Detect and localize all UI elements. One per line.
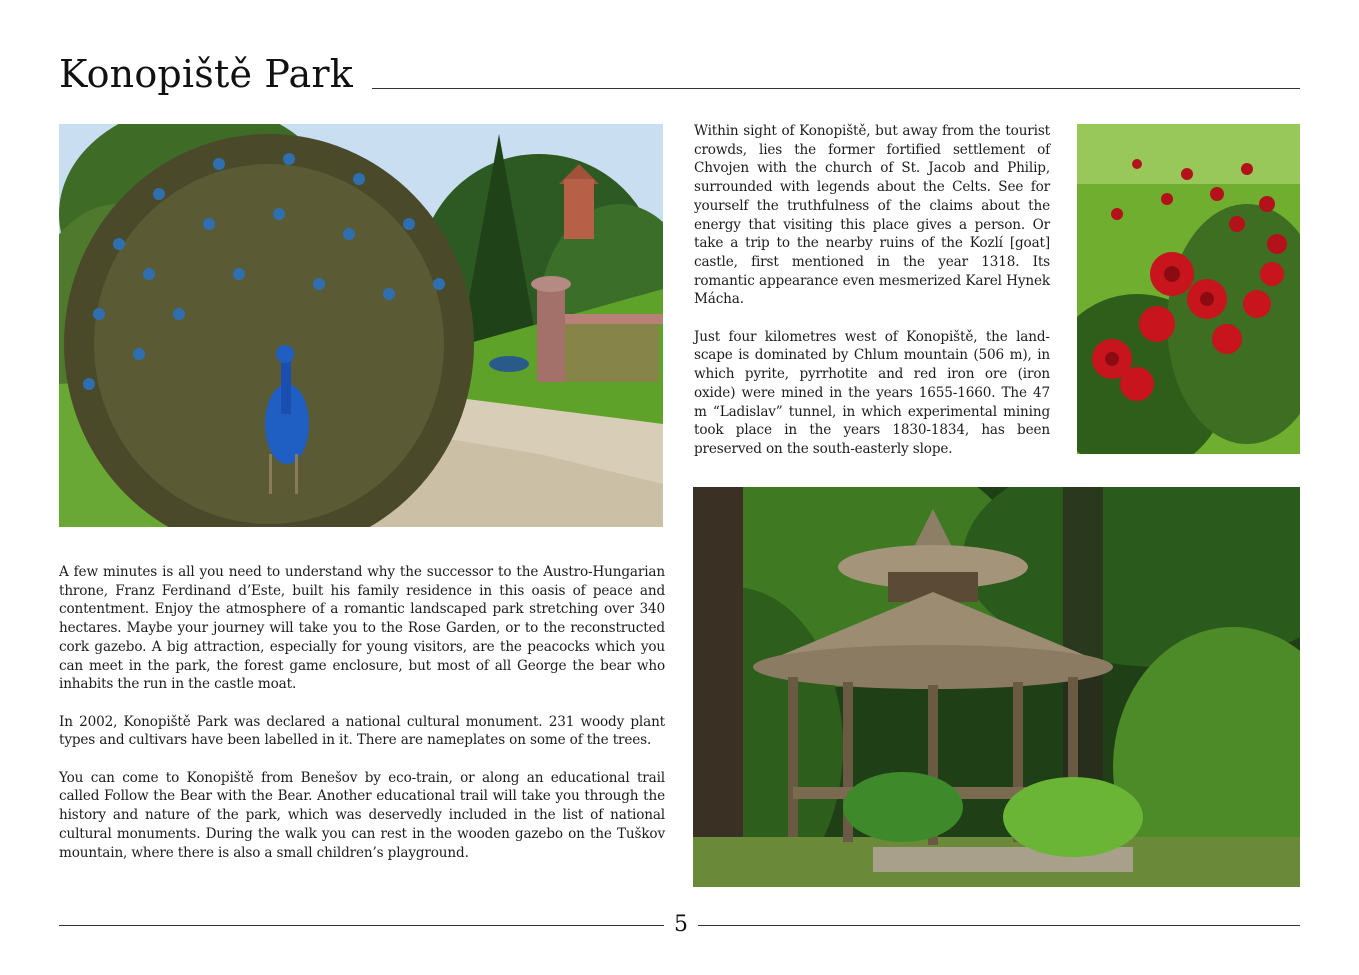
footer-rule-left [59,925,664,926]
left-paragraph-2: In 2002, Konopiště Park was declared a national cultural monument. 231 woody plant types and cultivars have been labelled in it. There are nameplates on some of the trees. [59,713,665,749]
right-paragraph-2: Just four kilometres west of Konopiště, the landscape is dominated by Chlum mountain (506 m), in which pyrite, pyrrhotite and red iron ore (iron oxide) were mined in the years 1655-1660. The 47 m “Ladislav” tunnel, in which experimental mining took place in the years 1830-1834, has been preserved on the south-easterly slope. [694,328,1050,457]
right-paragraph-1: Within sight of Konopiště, but away from the tourist crowds, lies the former fortified settlement of Chvojen with the church of St. Jacob and Philip, surrounded with legends about the Celts. See for yourself the truthfulness of the claims about the energy that visiting this place gives a person. Or take a trip to the nearby ruins of the Kozlí [goat] castle, first mentioned in the year 1318. Its romantic appearance even mesmerized Karel Hynek Mácha. [694,123,1050,308]
roses-photo [1077,124,1300,454]
gazebo-photo [693,487,1300,887]
title-rule [372,88,1300,89]
page-number: 5 [674,912,688,937]
left-column-text [59,563,665,862]
left-paragraph-1: A few minutes is all you need to understand why the successor to the Austro-Hungarian throne, Franz Ferdinand d’Este, built his family residence in this oasis of peace and contentment. Enjoy the atmosphere of a romantic landscaped park stretching over 340 hectares. Maybe your journey will take you to the Rose Garden, or to the reconstructed cork gazebo. A big attraction, especially for young visitors, are the peacocks which you can meet in the park, the forest game enclosure, but most of all George the bear who inhabits the run in the castle moat. [59,564,665,693]
right-column-text [694,122,1050,459]
peacock-photo [59,124,663,527]
footer-rule-right [698,925,1300,926]
left-paragraph-3: You can come to Konopiště from Benešov by eco-train, or along an educational trail called Follow the Bear with the Bear. Another educational trail will take you through the history and nature of the park, which was deservedly included in the list of national cultural monuments. During the walk you can rest in the wooden gazebo on the Tuškov mountain, where there is also a small children’s playground. [59,769,665,861]
page-title: Konopiště Park [59,52,353,96]
